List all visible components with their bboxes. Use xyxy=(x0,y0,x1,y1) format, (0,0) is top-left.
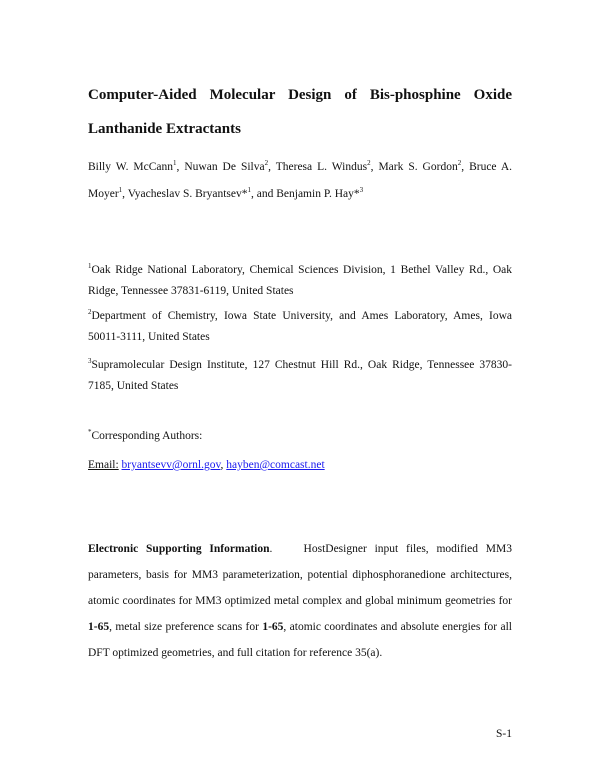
corresponding-mark: * xyxy=(88,428,92,437)
title-text-1: Computer-Aided Molecular Design of Bis-phosphine Oxide xyxy=(88,87,512,103)
esi-text: HostDesigner input files, modified MM3 parameters, basis for MM3 parameterization, potential diphosphoranedione architectures, atomic coordinates for MM3 optimized metal complex and global minimum geometries for xyxy=(88,543,512,607)
page-number: S-1 xyxy=(496,728,512,740)
author-name: Vyacheslav S. Bryantsev* xyxy=(127,188,248,200)
author-separator: , xyxy=(268,161,276,173)
affiliation-text: Supramolecular Design Institute, 127 Chestnut Hill Rd., Oak Ridge, Tennessee 37830-7185, United States xyxy=(88,359,512,392)
email-line xyxy=(88,455,512,476)
title-text-2: Lanthanide Extractants xyxy=(88,121,241,137)
affiliation-text: Department of Chemistry, Iowa State University, and Ames Laboratory, Ames, Iowa 50011-3111, United States xyxy=(88,310,512,343)
author-name: Billy W. McCann xyxy=(88,161,174,173)
affiliation-3 xyxy=(88,355,512,397)
author-separator: , xyxy=(122,188,128,200)
author-name: Benjamin P. Hay* xyxy=(276,188,360,200)
esi-text: , metal size preference scans for xyxy=(109,621,263,633)
affiliation-1 xyxy=(88,260,512,302)
esi-heading-period: . xyxy=(269,543,273,555)
author-affiliation-mark: 1 xyxy=(173,159,177,168)
paper-title-line-2 xyxy=(88,122,512,137)
author-list xyxy=(88,154,512,208)
author-name: Mark S. Gordon xyxy=(378,161,458,173)
email-link-hay[interactable]: hayben@comcast.net xyxy=(226,459,325,471)
esi-text: , atomic coordinates and absolute energies for all DFT optimized geometries, and full citation for reference 35(a). xyxy=(88,621,512,659)
email-label: Email: xyxy=(88,459,119,471)
author-separator: , xyxy=(370,161,379,173)
corresponding-label: Corresponding Authors: xyxy=(91,430,203,442)
affiliation-mark: 3 xyxy=(88,357,92,366)
corresponding-authors xyxy=(88,426,512,447)
author-affiliation-mark: 2 xyxy=(457,159,462,168)
affiliation-text: Oak Ridge National Laboratory, Chemical Sciences Division, 1 Bethel Valley Rd., Oak Ridge, Tennessee 37831-6119, United States xyxy=(88,264,512,297)
affiliation-mark: 1 xyxy=(88,262,92,271)
compound-range: 1-65 xyxy=(88,621,110,633)
affiliation-mark: 2 xyxy=(88,308,92,317)
author-name: Nuwan De Silva xyxy=(184,161,265,173)
author-affiliation-mark: 1 xyxy=(247,186,251,195)
author-separator: , xyxy=(461,161,470,173)
author-name: Theresa L. Windus xyxy=(275,161,368,173)
author-affiliation-mark: 2 xyxy=(367,159,371,168)
author-separator: , xyxy=(176,161,185,173)
author-affiliation-mark: 3 xyxy=(359,186,364,195)
supporting-information-paragraph xyxy=(88,536,512,666)
email-separator: , xyxy=(220,459,227,471)
author-name: Bruce A. Moyer xyxy=(88,161,513,200)
compound-range: 1-65 xyxy=(262,621,284,633)
author-affiliation-mark: 1 xyxy=(118,186,123,195)
author-affiliation-mark: 2 xyxy=(264,159,269,168)
esi-heading: Electronic Supporting Information xyxy=(88,543,270,555)
email-link-bryantsev[interactable]: bryantsevv@ornl.gov xyxy=(121,459,221,471)
paper-title-line-1 xyxy=(88,88,512,103)
author-separator: , and xyxy=(251,188,277,200)
affiliation-2 xyxy=(88,306,512,348)
